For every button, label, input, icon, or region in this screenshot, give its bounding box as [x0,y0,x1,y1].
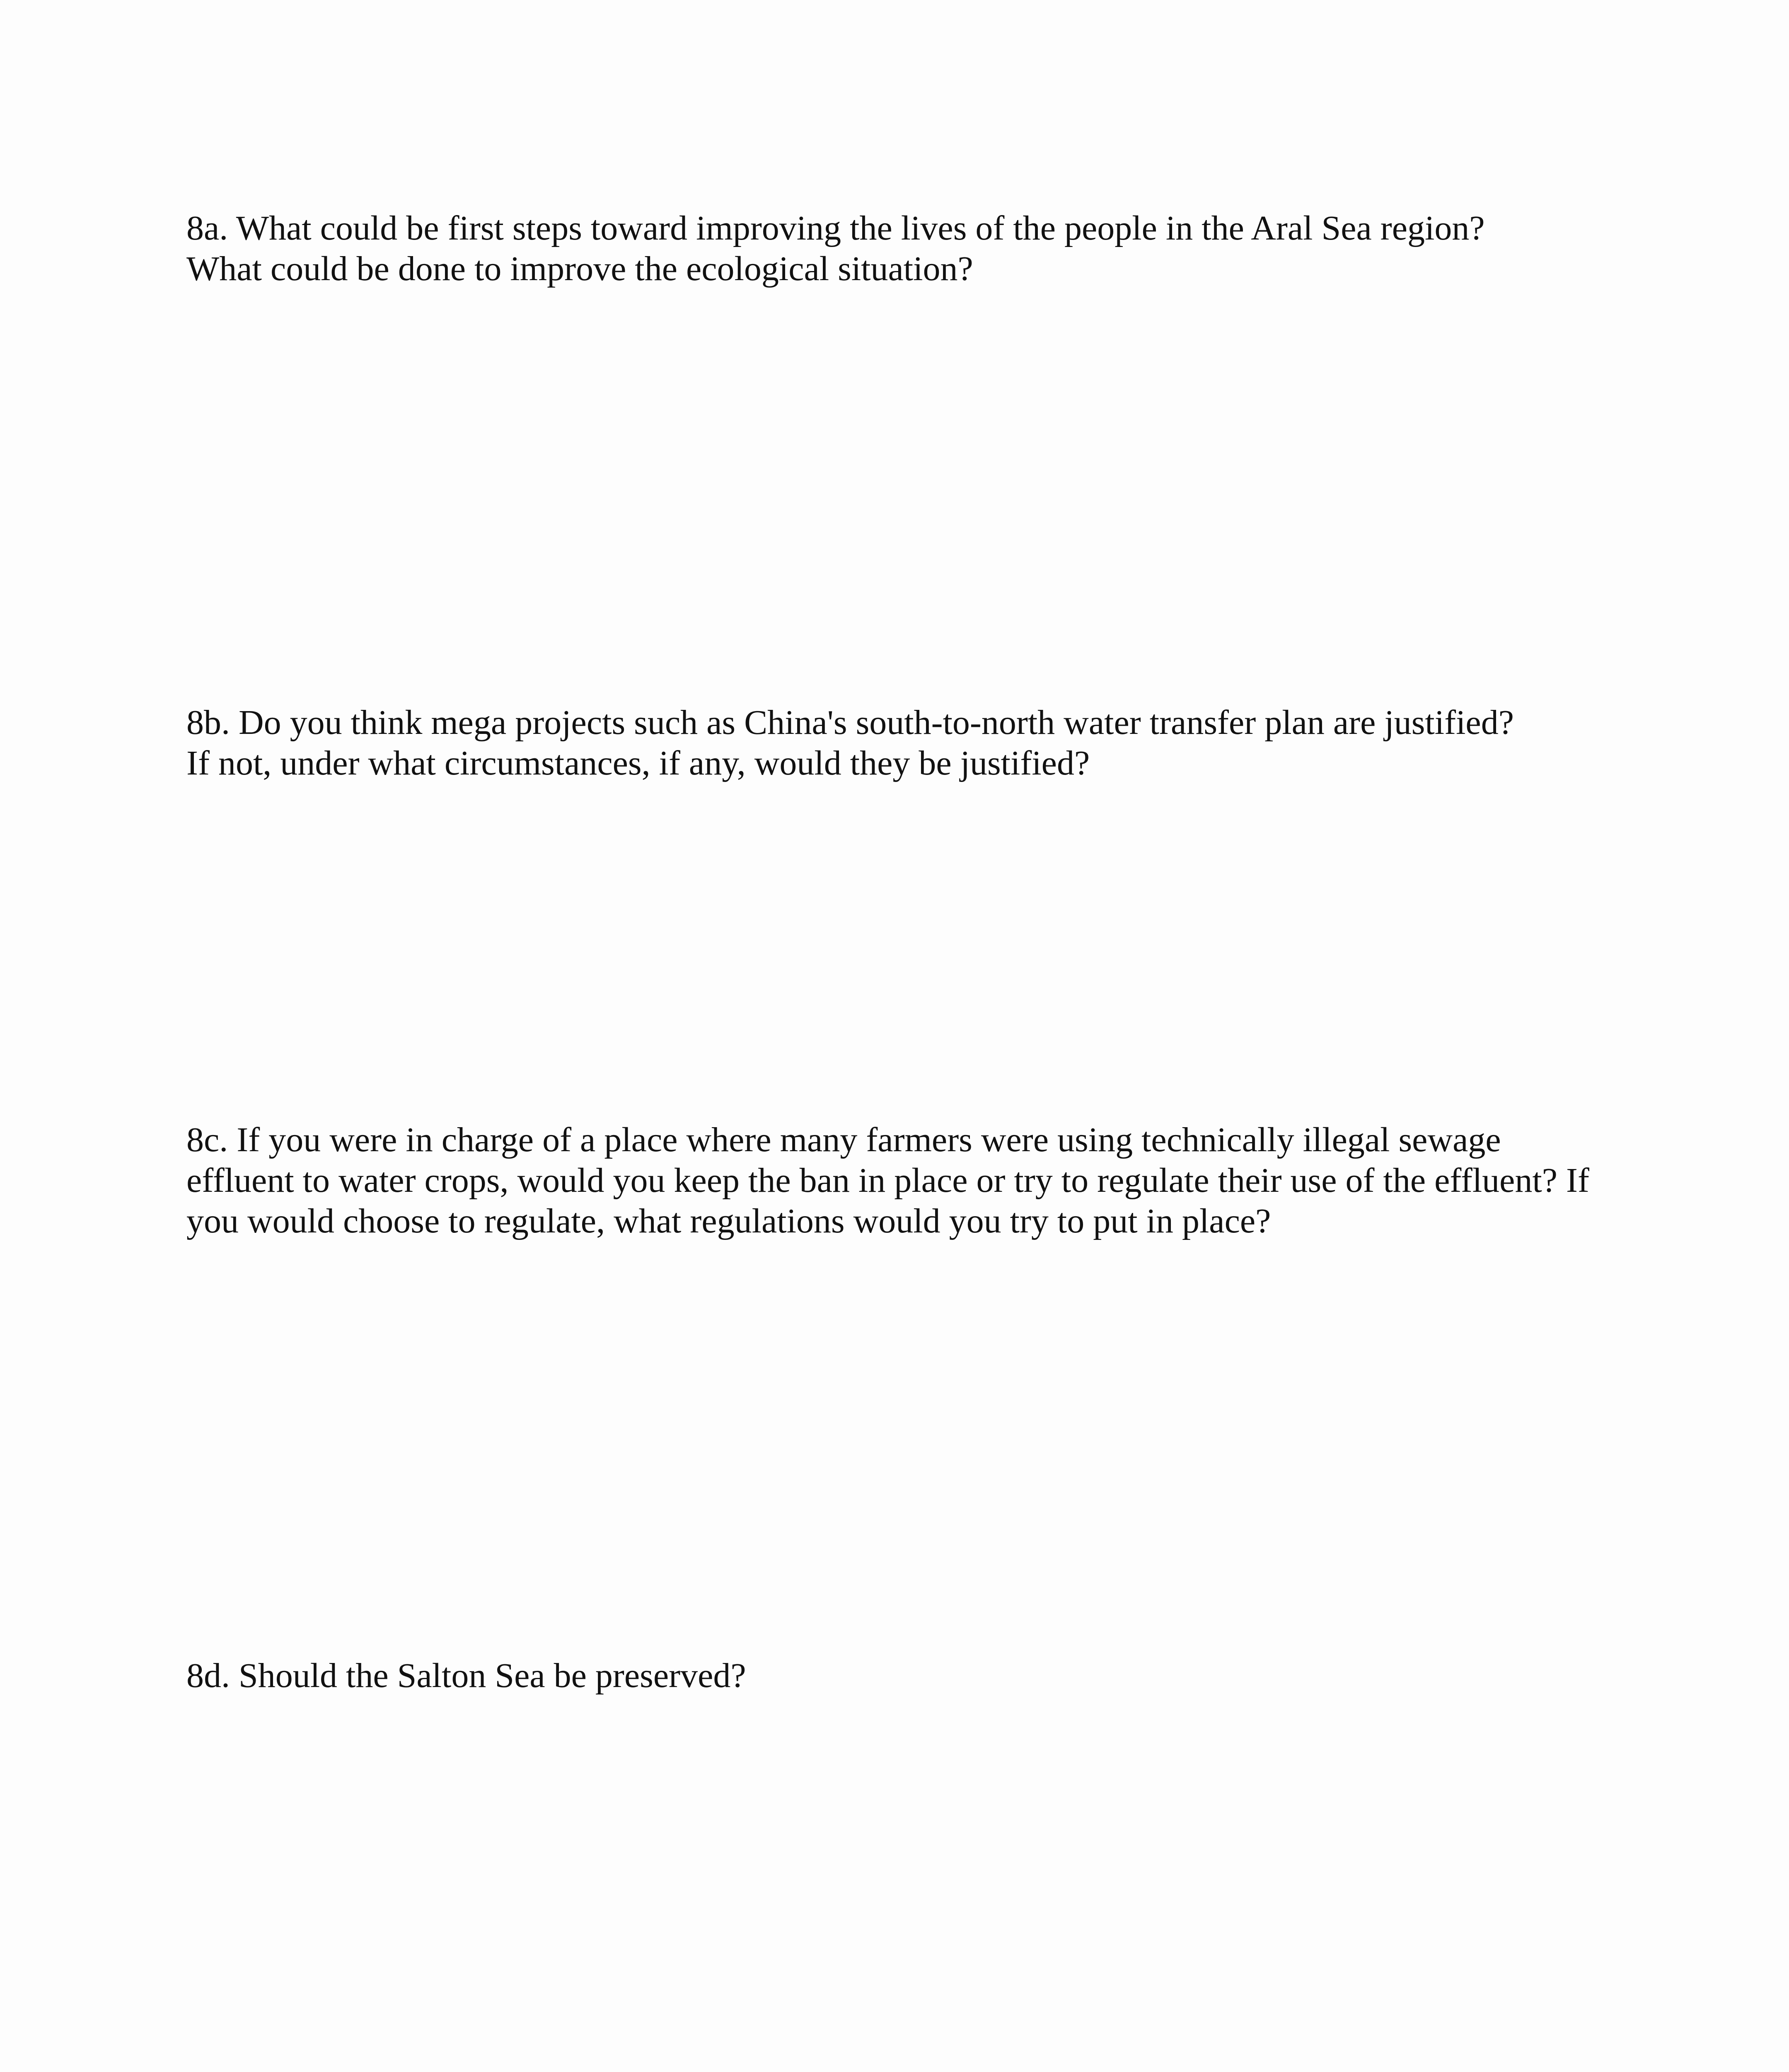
question-line: you would choose to regulate, what regulations would you try to put in place? [186,1202,1271,1240]
question-line: If not, under what circumstances, if any, would they be justified? [186,744,1090,782]
question-line: What could be done to improve the ecological situation? [186,249,973,288]
question-line: effluent to water crops, would you keep the ban in place or try to regulate their use of the effluent? If [186,1161,1590,1200]
question-line: 8d. Should the Salton Sea be preserved? [186,1656,746,1695]
question-line: 8c. If you were in charge of a place where many farmers were using technically illegal sewage [186,1121,1501,1159]
question-8a [186,208,1637,289]
question-8c [186,1120,1637,1242]
question-8b [186,702,1637,784]
question-line: 8b. Do you think mega projects such as China's south-to-north water transfer plan are justified? [186,703,1514,742]
question-line: 8a. What could be first steps toward improving the lives of the people in the Aral Sea region? [186,209,1485,247]
question-8d [186,1656,1637,1696]
